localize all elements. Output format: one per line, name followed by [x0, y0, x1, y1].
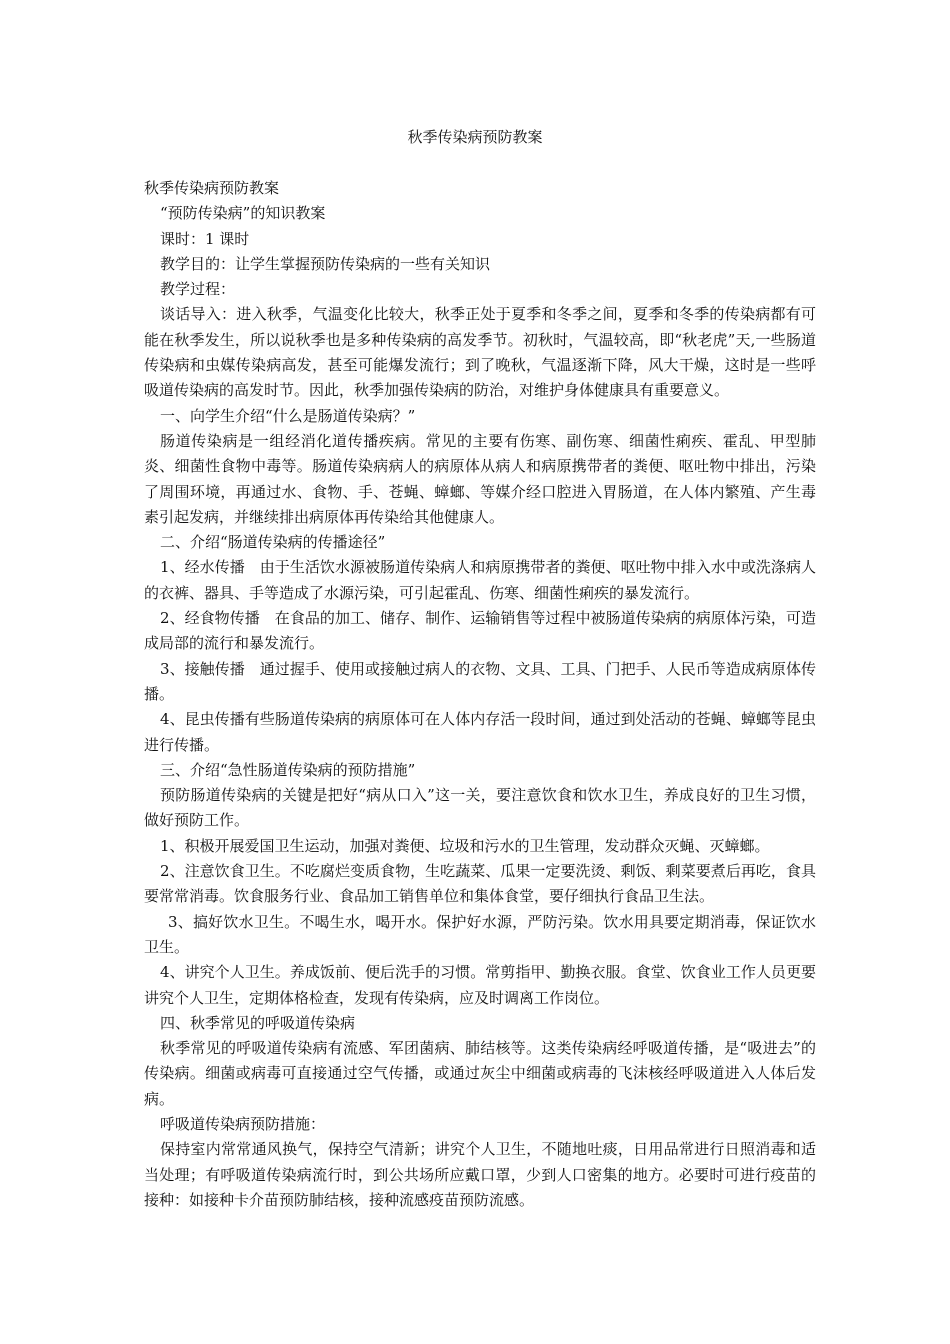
- document-body: [144, 176, 816, 1213]
- list-item: 3、搞好饮水卫生。不喝生水，喝开水。保护好水源，严防污染。饮水用具要定期消毒，保证饮水卫生。: [144, 912, 816, 956]
- list-item: 3、接触传播 通过握手、使用或接触过病人的衣物、文具、工具、门把手、人民币等造成病原体传播。: [144, 659, 816, 703]
- list-item: 4、昆虫传播有些肠道传染病的病原体可在人体内存活一段时间，通过到处活动的苍蝇、蟑螂等昆虫进行传播。: [144, 710, 816, 754]
- list-item: 4、讲究个人卫生。养成饭前、便后洗手的习惯。常剪指甲、勤换衣服。食堂、饮食业工作人员更要讲究个人卫生，定期体格检查，发现有传染病，应及时调离工作岗位。: [144, 963, 816, 1007]
- subheading-line: 呼吸道传染病预防措施：: [160, 1114, 326, 1133]
- class-hours-line: 课时：1 课时: [160, 229, 250, 248]
- body-paragraph: 肠道传染病是一组经消化道传播疾病。常见的主要有伤寒、副伤寒、细菌性痢疾、霍乱、甲型肺炎、细菌性食物中毒等。肠道传染病病人的病原体从病人和病原携带者的粪便、呕吐物中排出，污染了周围环境，再通过水、食物、手、苍蝇、蟑螂、等媒介经口腔进入胃肠道，在人体内繁殖、产生毒素引起发病，并继续排出病原体再传染给其他健康人。: [144, 431, 816, 526]
- list-item: 1、经水传播 由于生活饮水源被肠道传染病人和病原携带者的粪便、呕吐物中排入水中或洗涤病人的衣裤、器具、手等造成了水源污染，可引起霍乱、伤寒、细菌性痢疾的暴发流行。: [144, 558, 816, 602]
- section-heading: 一、向学生介绍“什么是肠道传染病？”: [160, 406, 416, 425]
- section-heading: 三、介绍“急性肠道传染病的预防措施”: [160, 760, 416, 779]
- section-heading: 二、介绍“肠道传染病的传播途径”: [160, 533, 386, 552]
- teaching-goal-line: 教学目的：让学生掌握预防传染病的一些有关知识: [160, 254, 491, 273]
- body-paragraph: 秋季常见的呼吸道传染病有流感、军团菌病、肺结核等。这类传染病经呼吸道传播，是“吸进去”的传染病。细菌或病毒可直接通过空气传播，或通过灰尘中细菌或病毒的飞沫核经呼吸道进入人体后发病。: [144, 1039, 816, 1108]
- list-item: 2、经食物传播 在食品的加工、储存、制作、运输销售等过程中被肠道传染病的病原体污染，可造成局部的流行和暴发流行。: [144, 609, 816, 653]
- subtitle-line: “预防传染病”的知识教案: [160, 204, 326, 223]
- list-item: 2、注意饮食卫生。不吃腐烂变质食物，生吃蔬菜、瓜果一定要洗烫、剩饭、剩菜要煮后再吃，食具要常常消毒。饮食服务行业、食品加工销售单位和集体食堂，要仔细执行食品卫生法。: [144, 862, 816, 906]
- teaching-process-line: 教学过程：: [160, 280, 236, 299]
- section-heading: 四、秋季常见的呼吸道传染病: [160, 1013, 356, 1032]
- intro-paragraph: 谈话导入：进入秋季，气温变化比较大，秋季正处于夏季和冬季之间，夏季和冬季的传染病都有可能在秋季发生，所以说秋季也是多种传染病的高发季节。初秋时，气温较高，即“秋老虎”天,一些肠道传染病和虫媒传染病高发，甚至可能爆发流行；到了晚秋，气温逐渐下降，风大干燥，这时是一些呼吸道传染病的高发时节。因此，秋季加强传染病的防治，对维护身体健康具有重要意义。: [144, 305, 816, 400]
- body-paragraph: 预防肠道传染病的关键是把好“病从口入”这一关，要注意饮食和饮水卫生，养成良好的卫生习惯，做好预防工作。: [144, 786, 816, 830]
- list-item: 1、积极开展爱国卫生运动，加强对粪便、垃圾和污水的卫生管理，发动群众灭蝇、灭蟑螂。: [160, 836, 770, 855]
- body-paragraph: 保持室内常常通风换气，保持空气清新；讲究个人卫生，不随地吐痰，日用品常进行日照消毒和适当处理；有呼吸道传染病流行时，到公共场所应戴口罩，少到人口密集的地方。必要时可进行疫苗的接种：如接种卡介苗预防肺结核，接种流感疫苗预防流感。: [144, 1140, 816, 1209]
- document-title: 秋季传染病预防教案: [407, 128, 543, 146]
- heading-line: 秋季传染病预防教案: [144, 179, 280, 197]
